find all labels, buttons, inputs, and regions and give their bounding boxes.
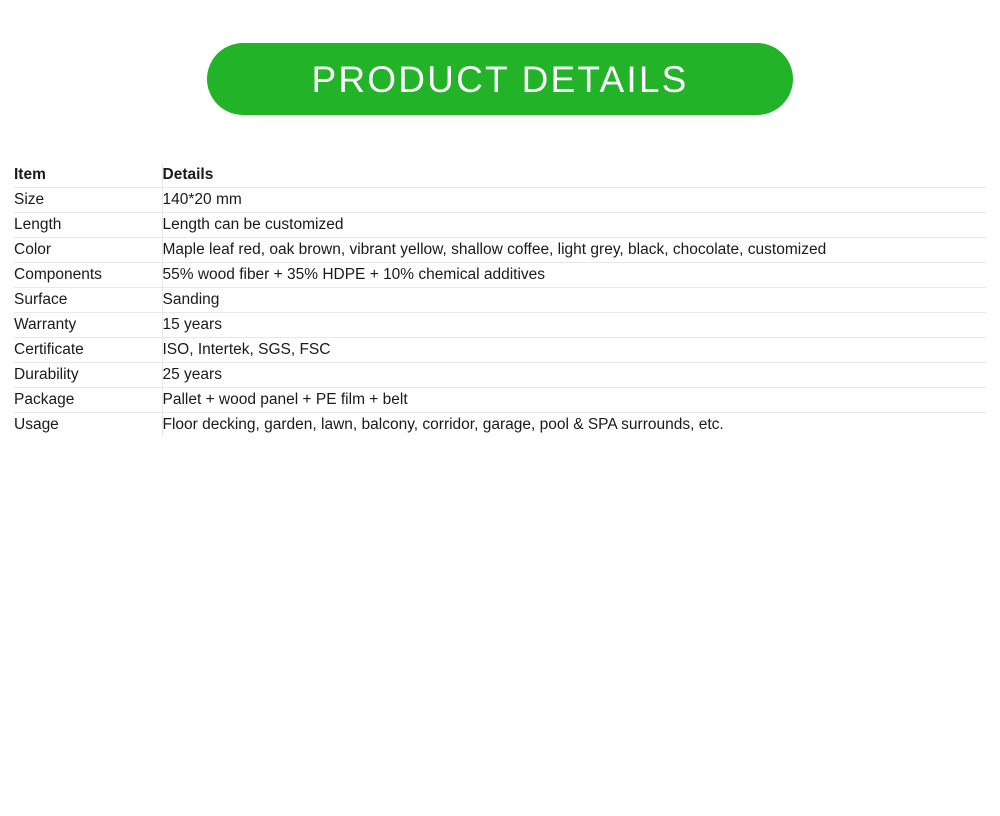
row-item-label: Certificate	[14, 338, 162, 363]
row-item-value: Pallet + wood panel + PE film + belt	[162, 388, 986, 413]
table-row	[14, 288, 986, 313]
table-row	[14, 338, 986, 363]
product-details-banner	[207, 43, 793, 115]
row-item-label: Color	[14, 238, 162, 263]
product-details-table	[14, 163, 986, 437]
column-header-item: Item	[14, 163, 162, 188]
row-item-label: Surface	[14, 288, 162, 313]
table-row	[14, 413, 986, 438]
row-item-value: ISO, Intertek, SGS, FSC	[162, 338, 986, 363]
row-item-value: Length can be customized	[162, 213, 986, 238]
row-item-label: Warranty	[14, 313, 162, 338]
row-item-value: 140*20 mm	[162, 188, 986, 213]
row-item-value: Maple leaf red, oak brown, vibrant yellow, shallow coffee, light grey, black, chocolate, customized	[162, 238, 986, 263]
table-header	[14, 163, 986, 188]
table-row	[14, 313, 986, 338]
table-row	[14, 363, 986, 388]
row-item-label: Size	[14, 188, 162, 213]
row-item-value: 15 years	[162, 313, 986, 338]
row-item-value: Floor decking, garden, lawn, balcony, corridor, garage, pool & SPA surrounds, etc.	[162, 413, 986, 438]
column-header-details: Details	[162, 163, 986, 188]
row-item-value: 55% wood fiber + 35% HDPE + 10% chemical additives	[162, 263, 986, 288]
row-item-value: Sanding	[162, 288, 986, 313]
row-item-label: Durability	[14, 363, 162, 388]
table-body	[14, 188, 986, 438]
table-row	[14, 238, 986, 263]
row-item-label: Components	[14, 263, 162, 288]
table-header-row	[14, 163, 986, 188]
table-row	[14, 388, 986, 413]
page-title: PRODUCT DETAILS	[311, 58, 689, 100]
row-item-value: 25 years	[162, 363, 986, 388]
banner-container	[0, 0, 1000, 115]
table-row	[14, 263, 986, 288]
row-item-label: Package	[14, 388, 162, 413]
details-table-container	[0, 163, 1000, 437]
row-item-label: Length	[14, 213, 162, 238]
table-row	[14, 188, 986, 213]
row-item-label: Usage	[14, 416, 59, 433]
table-row	[14, 213, 986, 238]
